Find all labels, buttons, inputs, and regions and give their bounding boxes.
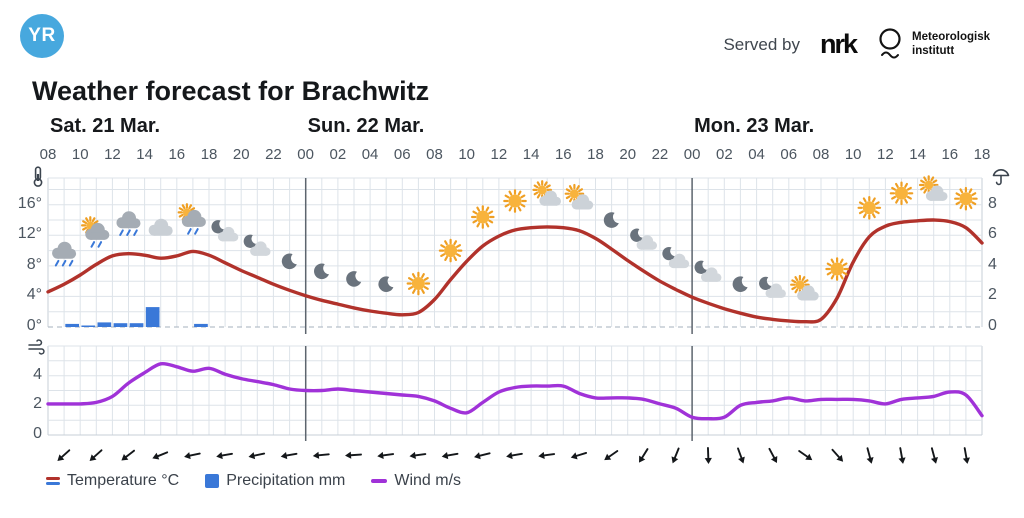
clear-night-icon (733, 276, 748, 292)
time-label: 08 (39, 146, 57, 163)
nrk-logo[interactable]: nrk (820, 29, 857, 59)
time-label: 14 (136, 146, 153, 163)
wind-direction-arrow (928, 447, 939, 464)
time-label: 10 (71, 146, 89, 163)
met-institute-name: Meteorologisk institutt (912, 31, 990, 57)
clear-night-icon (378, 276, 393, 292)
time-label: 22 (651, 146, 669, 163)
time-label: 00 (683, 146, 701, 163)
clear-day-icon (504, 190, 525, 211)
wind-axis-tick: 4 (33, 365, 42, 383)
clear-day-icon (826, 258, 847, 279)
time-label: 16 (554, 146, 572, 163)
time-label: 20 (619, 146, 637, 163)
precip-axis-tick: 6 (988, 225, 997, 243)
clear-night-icon (346, 271, 361, 287)
wind-axis-tick: 2 (33, 395, 42, 413)
precip-axis-tick: 4 (988, 255, 997, 273)
time-label: 10 (458, 146, 476, 163)
served-by-label: Served by (723, 34, 800, 54)
temp-axis-tick: 16° (17, 194, 42, 212)
chart-legend (46, 472, 461, 490)
time-label: 18 (973, 146, 991, 163)
page-title: Weather forecast for Brachwitz (32, 76, 430, 106)
wind-direction-arrow (864, 447, 875, 464)
time-label: 08 (426, 146, 443, 163)
precipitation-legend-icon (205, 474, 219, 488)
precipitation-bars (65, 307, 208, 327)
temperature-legend-icon (46, 477, 60, 486)
wind-direction-arrow (704, 448, 712, 464)
time-label: 06 (780, 146, 798, 163)
time-label: 02 (716, 146, 733, 163)
wind-direction-arrow (570, 450, 587, 462)
wind-direction-arrow (345, 451, 361, 459)
wind-direction-arrow (377, 450, 394, 459)
wind-direction-arrow (636, 447, 651, 464)
wind-direction-arrow (538, 450, 555, 459)
wind-direction-arrow (830, 447, 846, 464)
clear-day-icon (440, 240, 461, 261)
wind-direction-arrow (897, 447, 907, 464)
wind-direction-arrow (312, 451, 329, 460)
clear-day-icon (472, 206, 493, 227)
time-label: 08 (812, 146, 830, 163)
legend-item-precipitation (205, 472, 345, 490)
wind-direction-arrow (248, 450, 265, 460)
clear-day-icon (955, 188, 976, 209)
wind-direction-arrow (280, 450, 297, 460)
time-label: 12 (877, 146, 894, 163)
rain-icon (52, 242, 76, 266)
wind-grid (48, 346, 982, 435)
clear-day-icon (859, 197, 880, 218)
temp-axis-tick: 8° (26, 255, 42, 273)
wind-direction-arrow (766, 447, 780, 465)
time-label: 18 (587, 146, 604, 163)
wind-direction-arrow (119, 448, 136, 464)
legend-label-temperature: Temperature °C (67, 472, 180, 489)
wind-direction-arrow (473, 450, 490, 461)
day-label: Sun. 22 Mar. (307, 115, 425, 137)
temp-axis-tick: 0° (26, 317, 42, 334)
wind-axis-tick: 0 (33, 425, 42, 442)
wind-direction-arrow (55, 448, 72, 464)
wind-direction-arrow (961, 447, 971, 464)
legend-label-precipitation: Precipitation mm (226, 472, 346, 489)
time-label: 12 (490, 146, 508, 163)
precip-axis-tick: 8 (988, 194, 997, 212)
time-label: 02 (329, 146, 347, 163)
rain-showers-day-icon (179, 204, 206, 234)
day-label: Sat. 21 Mar. (50, 115, 161, 137)
wind-direction-arrow (506, 450, 523, 460)
temp-axis-tick: 12° (17, 225, 42, 243)
wind-legend-icon (371, 479, 387, 483)
wind-direction-arrow (87, 448, 104, 464)
wind-direction-arrow (183, 450, 200, 460)
precip-axis-tick: 0 (988, 317, 997, 334)
cloudy-icon (149, 219, 173, 236)
wind-direction-arrow (735, 447, 747, 464)
time-label: 12 (104, 146, 121, 163)
time-label: 10 (844, 146, 862, 163)
time-label: 04 (361, 146, 379, 163)
wind-direction-arrow (797, 448, 814, 463)
legend-item-wind (371, 472, 461, 490)
time-label: 06 (393, 146, 411, 163)
time-label: 20 (232, 146, 250, 163)
time-label: 14 (909, 146, 926, 163)
legend-label-wind: Wind m/s (394, 472, 462, 489)
rain-showers-day-icon (82, 217, 109, 247)
wind-direction-arrow (151, 449, 169, 462)
weather-symbols (52, 176, 977, 300)
time-label: 04 (748, 146, 765, 163)
clear-night-icon (282, 253, 297, 269)
wind-direction-arrow (216, 450, 233, 460)
legend-item-temperature (46, 472, 179, 490)
wind-direction-arrow (409, 450, 426, 459)
day-label: Mon. 23 Mar. (694, 115, 815, 137)
time-label: 16 (168, 146, 186, 163)
time-label: 00 (297, 146, 314, 163)
wind-direction-arrow (602, 448, 619, 463)
time-label: 14 (522, 146, 540, 163)
wind-direction-arrows (55, 447, 971, 465)
temp-axis-tick: 4° (26, 286, 42, 304)
time-label: 16 (941, 146, 959, 163)
wind-direction-arrow (669, 447, 682, 465)
clear-day-icon (891, 183, 912, 204)
yr-logo-text: YR (28, 25, 56, 46)
wind-direction-arrow (441, 450, 458, 460)
clear-day-icon (408, 273, 429, 294)
precip-axis-tick: 2 (988, 286, 997, 304)
time-label: 22 (265, 146, 282, 163)
rain-icon (117, 211, 141, 235)
time-label: 18 (200, 146, 218, 163)
